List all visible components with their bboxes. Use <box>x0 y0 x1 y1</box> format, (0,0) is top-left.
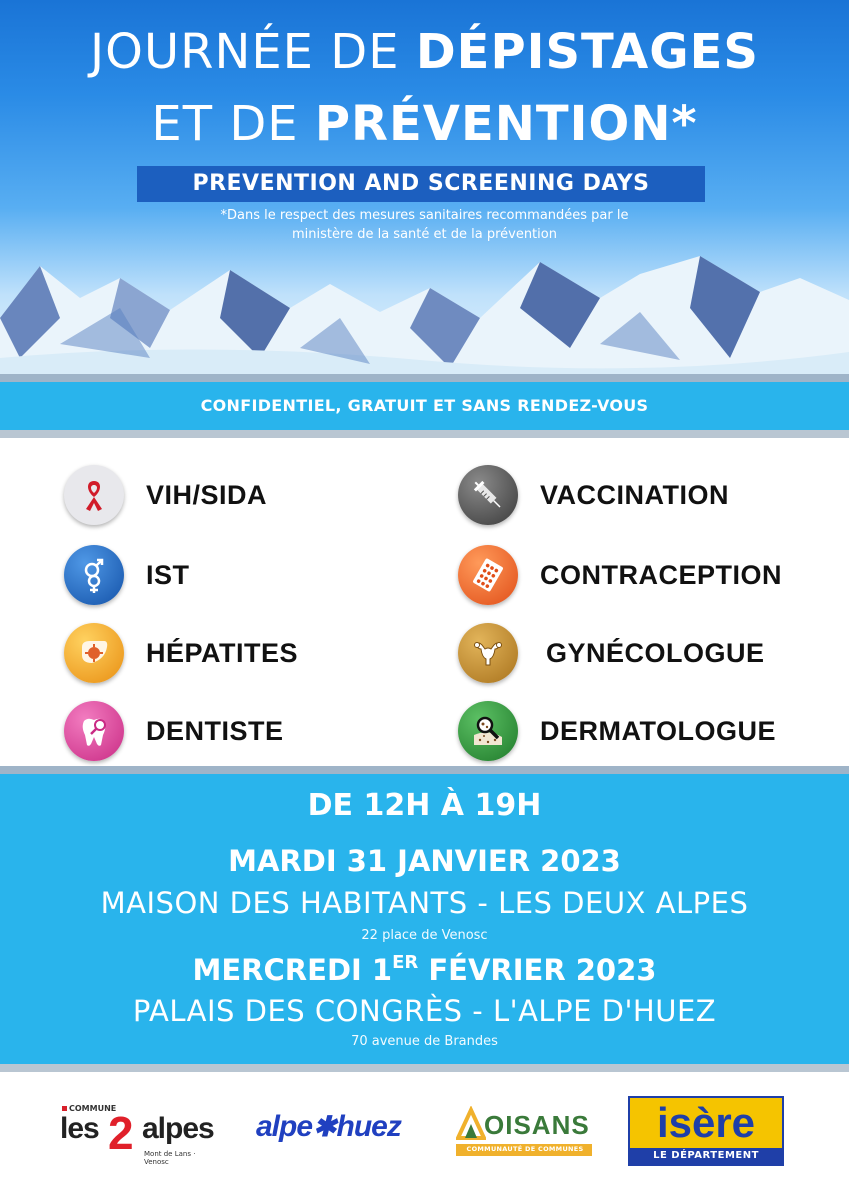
event-2-date-part: FÉVRIER 2023 <box>418 953 657 987</box>
note-line-1: *Dans le respect des mesures sanitaires recommandées par le <box>220 208 629 223</box>
event-2-address: 70 avenue de Brandes <box>351 1034 498 1049</box>
service-label: VIH/SIDA <box>146 479 268 510</box>
event-1-date: MARDI 31 JANVIER 2023 <box>228 844 621 878</box>
title-part-bold: PRÉVENTION* <box>314 96 698 152</box>
title-part: JOURNÉE DE <box>90 24 400 80</box>
title-part: ET DE <box>151 96 299 152</box>
logo-huez-text: huez <box>336 1110 401 1143</box>
logo-isere-sub: LE DÉPARTEMENT <box>630 1148 782 1164</box>
event-2-date-part: MERCREDI 1 <box>192 953 393 987</box>
schedule-panel <box>0 774 849 1066</box>
service-gynecologue <box>458 620 765 686</box>
logo-isere-text: isère <box>656 1099 756 1146</box>
service-label: HÉPATITES <box>146 637 299 668</box>
service-label: DENTISTE <box>146 715 284 746</box>
event-2-date <box>0 952 849 987</box>
service-ist <box>64 542 190 608</box>
service-label: VACCINATION <box>540 479 729 510</box>
title-line-1 <box>0 24 849 80</box>
isere-logo <box>628 1096 784 1166</box>
service-label: GYNÉCOLOGUE <box>546 637 765 668</box>
event-2-venue: PALAIS DES CONGRÈS - L'ALPE D'HUEZ <box>132 994 717 1028</box>
logo-alpe-text: alpe <box>256 1110 313 1143</box>
service-label: DERMATOLOGUE <box>540 715 777 746</box>
logo-les-text: les <box>60 1112 99 1145</box>
service-label: CONTRACEPTION <box>540 559 782 590</box>
service-dentiste <box>64 698 284 764</box>
alpe-huez-logo <box>256 1110 416 1156</box>
band-edge <box>0 1064 849 1072</box>
pill-pack-icon <box>458 545 518 605</box>
logo-oisans-sub: COMMUNAUTÉ DE COMMUNES <box>466 1145 584 1153</box>
service-dermatologue <box>458 698 776 764</box>
event-1-venue: MAISON DES HABITANTS - LES DEUX ALPES <box>100 886 749 920</box>
event-2-date-sup: ER <box>392 952 419 973</box>
logo-commune-text: COMMUNE <box>62 1104 116 1113</box>
title-part-bold: DÉPISTAGES <box>415 24 759 80</box>
logo-sub-text: Mont de Lans · Venosc <box>144 1150 196 1166</box>
event-1-address: 22 place de Venosc <box>361 928 488 943</box>
logo-alpes-text: alpes <box>142 1112 214 1145</box>
red-ribbon-icon <box>64 465 124 525</box>
snowflake-icon: ✱ <box>313 1111 336 1142</box>
les-2-alpes-logo <box>60 1104 220 1168</box>
tooth-icon <box>64 701 124 761</box>
opening-hours: DE 12H À 19H <box>307 788 542 823</box>
uterus-icon <box>458 623 518 683</box>
english-subtitle: PREVENTION AND SCREENING DAYS <box>137 166 705 202</box>
partner-logos <box>0 1072 849 1200</box>
logo-oisans-text: OISANS <box>484 1110 590 1140</box>
tagline-banner: CONFIDENTIEL, GRATUIT ET SANS RENDEZ-VOUS <box>0 382 849 430</box>
service-contraception <box>458 542 782 608</box>
syringe-icon <box>458 465 518 525</box>
note-line-2: ministère de la santé et de la prévention <box>292 227 557 242</box>
oisans-mountain-icon <box>456 1106 486 1140</box>
service-vih-sida <box>64 462 267 528</box>
service-vaccination <box>458 462 729 528</box>
service-label: IST <box>146 559 190 590</box>
sanitary-note <box>0 206 849 244</box>
mountains-illustration <box>0 248 849 378</box>
service-hepatites <box>64 620 298 686</box>
magnifier-skin-icon <box>458 701 518 761</box>
oisans-logo <box>456 1102 596 1168</box>
liver-virus-icon <box>64 623 124 683</box>
header-hero <box>0 0 849 378</box>
band-edge <box>0 430 849 438</box>
logo-two-text: 2 <box>108 1107 134 1159</box>
title-line-2 <box>0 96 849 152</box>
gender-symbols-icon <box>64 545 124 605</box>
